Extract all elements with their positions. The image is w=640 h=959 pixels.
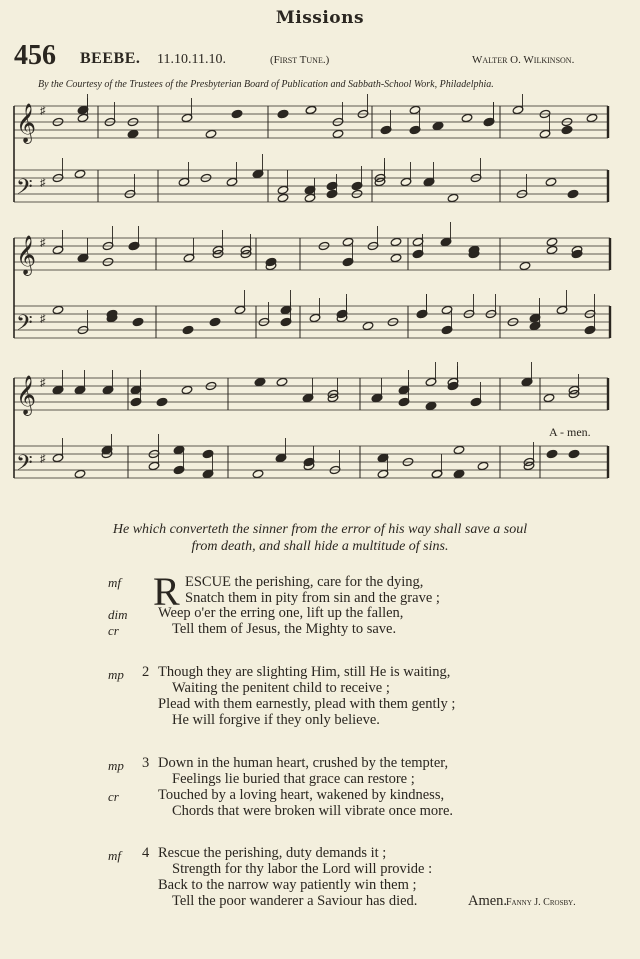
notehead bbox=[423, 177, 435, 186]
notehead bbox=[234, 305, 246, 314]
bass-clef: 𝄢 bbox=[16, 451, 33, 481]
notehead bbox=[202, 449, 214, 458]
amen-lyric: A - men. bbox=[549, 425, 591, 439]
notehead bbox=[277, 109, 289, 118]
verse-line: Tell the poor wanderer a Saviour has died. bbox=[172, 893, 418, 909]
notehead bbox=[178, 177, 190, 186]
notehead bbox=[584, 325, 596, 334]
notehead bbox=[586, 113, 598, 122]
verse-number: 3 bbox=[142, 755, 150, 771]
dynamic-mark: mp bbox=[108, 758, 124, 773]
notehead bbox=[102, 385, 114, 394]
notehead bbox=[342, 257, 354, 266]
notehead bbox=[74, 469, 86, 478]
notehead bbox=[336, 309, 348, 318]
notehead bbox=[440, 237, 452, 246]
notehead bbox=[205, 129, 217, 138]
notehead bbox=[173, 445, 185, 454]
notehead bbox=[252, 469, 264, 478]
notehead bbox=[309, 313, 321, 322]
dynamic-mark: cr bbox=[108, 623, 119, 638]
notehead bbox=[183, 253, 195, 262]
notehead bbox=[305, 105, 317, 114]
notehead bbox=[529, 313, 541, 322]
notehead bbox=[181, 113, 193, 122]
notehead bbox=[539, 129, 551, 138]
notehead bbox=[304, 185, 316, 194]
notehead bbox=[254, 377, 266, 386]
verse-line: Strength for thy labor the Lord will provide : bbox=[172, 861, 433, 877]
notehead bbox=[371, 393, 383, 402]
dynamic-mark: mf bbox=[108, 575, 121, 590]
notehead bbox=[132, 317, 144, 326]
notehead bbox=[52, 245, 64, 254]
notehead bbox=[425, 377, 437, 386]
notehead bbox=[400, 177, 412, 186]
notehead bbox=[231, 109, 243, 118]
composer: Walter O. Wilkinson. bbox=[472, 54, 575, 66]
notehead bbox=[181, 385, 193, 394]
scripture-line-2: from death, and shall hide a multitude of sins. bbox=[191, 539, 449, 554]
notehead bbox=[209, 317, 221, 326]
notehead bbox=[380, 125, 392, 134]
notehead bbox=[377, 453, 389, 462]
verse-line: Plead with them earnestly, plead with them gently ; bbox=[158, 696, 456, 712]
notehead bbox=[148, 461, 160, 470]
notehead bbox=[521, 377, 533, 386]
notehead bbox=[202, 469, 214, 478]
notehead bbox=[398, 397, 410, 406]
notehead bbox=[470, 397, 482, 406]
treble-clef: 𝄞 bbox=[16, 375, 37, 415]
notehead bbox=[543, 393, 555, 402]
courtesy-line: By the Courtesy of the Trustees of the Presbyterian Board of Publication and Sabbath-School Work, Philadelphia. bbox=[38, 79, 494, 90]
verse-line bbox=[185, 574, 423, 591]
notehead bbox=[416, 309, 428, 318]
notehead bbox=[561, 125, 573, 134]
notehead bbox=[453, 469, 465, 478]
verse-number: 2 bbox=[142, 664, 150, 680]
sharp-sign: ♯ bbox=[40, 453, 46, 465]
verse-line: Tell them of Jesus, the Mighty to save. bbox=[172, 621, 397, 637]
verse-number: 4 bbox=[142, 845, 150, 861]
notehead bbox=[52, 305, 64, 314]
music-score bbox=[0, 94, 640, 494]
notehead bbox=[412, 237, 424, 246]
notehead bbox=[303, 457, 315, 466]
notehead bbox=[441, 325, 453, 334]
notehead bbox=[425, 401, 437, 410]
notehead bbox=[432, 121, 444, 130]
treble-clef: 𝄞 bbox=[16, 235, 37, 275]
notehead bbox=[304, 193, 316, 202]
notehead bbox=[441, 305, 453, 314]
verse-line: Touched by a loving heart, wakened by kindness, bbox=[158, 787, 445, 803]
notehead bbox=[545, 177, 557, 186]
notehead bbox=[74, 169, 86, 178]
notehead bbox=[477, 461, 489, 470]
notehead bbox=[77, 105, 89, 114]
tune-note: (First Tune.) bbox=[270, 54, 330, 66]
verse-line: Though they are slighting Him, still He is waiting, bbox=[158, 664, 451, 680]
notehead bbox=[326, 181, 338, 190]
hymn-number: 456 bbox=[14, 40, 56, 71]
notehead bbox=[173, 465, 185, 474]
meter: 11.10.11.10. bbox=[157, 52, 226, 67]
notehead bbox=[326, 189, 338, 198]
notehead bbox=[390, 237, 402, 246]
notehead bbox=[280, 305, 292, 314]
notehead bbox=[362, 321, 374, 330]
notehead bbox=[226, 177, 238, 186]
dynamic-mark: mf bbox=[108, 848, 121, 863]
author: Fanny J. Crosby. bbox=[506, 897, 576, 908]
dynamic-mark: mp bbox=[108, 667, 124, 682]
notehead bbox=[252, 169, 264, 178]
notehead bbox=[556, 305, 568, 314]
notehead bbox=[130, 397, 142, 406]
tune-name: BEEBE. bbox=[80, 50, 141, 67]
notehead bbox=[127, 129, 139, 138]
notehead bbox=[447, 193, 459, 202]
verse-line: Rescue the perishing, duty demands it ; bbox=[158, 845, 387, 861]
notehead bbox=[519, 261, 531, 270]
verse-line: Weep o'er the erring one, lift up the fallen, bbox=[158, 605, 404, 621]
notehead bbox=[276, 377, 288, 386]
notehead bbox=[77, 253, 89, 262]
sharp-sign: ♯ bbox=[40, 177, 46, 189]
verse-line: Feelings lie buried that grace can restore ; bbox=[172, 771, 415, 787]
notehead bbox=[351, 181, 363, 190]
bass-clef: 𝄢 bbox=[16, 175, 33, 205]
drop-cap: R bbox=[153, 569, 180, 614]
notehead bbox=[431, 469, 443, 478]
verse-line: Waiting the penitent child to receive ; bbox=[172, 680, 390, 696]
notehead bbox=[302, 393, 314, 402]
treble-clef: 𝄞 bbox=[16, 103, 37, 143]
notehead bbox=[52, 453, 64, 462]
notehead bbox=[74, 385, 86, 394]
notehead bbox=[409, 125, 421, 134]
notehead bbox=[546, 245, 558, 254]
notehead bbox=[461, 113, 473, 122]
amen-text: Amen. bbox=[468, 893, 508, 909]
notehead bbox=[130, 385, 142, 394]
sharp-sign: ♯ bbox=[40, 237, 46, 249]
notehead bbox=[77, 113, 89, 122]
bass-clef: 𝄢 bbox=[16, 311, 33, 341]
notehead bbox=[390, 253, 402, 262]
notehead bbox=[412, 249, 424, 258]
notehead bbox=[377, 469, 389, 478]
notehead bbox=[568, 449, 580, 458]
first-word-rest: ESCUE bbox=[185, 574, 231, 590]
notehead bbox=[275, 453, 287, 462]
notehead bbox=[546, 237, 558, 246]
verse-line: Back to the narrow way patiently win them ; bbox=[158, 877, 417, 893]
notehead bbox=[409, 105, 421, 114]
sharp-sign: ♯ bbox=[40, 377, 46, 389]
sharp-sign: ♯ bbox=[40, 105, 46, 117]
notehead bbox=[512, 105, 524, 114]
notehead bbox=[332, 129, 344, 138]
notehead bbox=[128, 241, 140, 250]
notehead bbox=[280, 317, 292, 326]
notehead bbox=[156, 397, 168, 406]
notehead bbox=[453, 445, 465, 454]
dynamic-mark: cr bbox=[108, 789, 119, 804]
notehead bbox=[546, 449, 558, 458]
notehead bbox=[277, 193, 289, 202]
notehead bbox=[277, 185, 289, 194]
notehead bbox=[182, 325, 194, 334]
sharp-sign: ♯ bbox=[40, 313, 46, 325]
verse-line: Snatch them in pity from sin and the grave ; bbox=[185, 590, 440, 606]
notehead bbox=[529, 321, 541, 330]
verse-line-text: the perishing, care for the dying, bbox=[234, 574, 424, 590]
notehead bbox=[342, 237, 354, 246]
verse-line: Chords that were broken will vibrate once more. bbox=[172, 803, 454, 819]
notehead bbox=[398, 385, 410, 394]
verse-line: Down in the human heart, crushed by the tempter, bbox=[158, 755, 449, 771]
notehead bbox=[567, 189, 579, 198]
dynamic-mark: dim bbox=[108, 607, 128, 622]
notehead bbox=[52, 385, 64, 394]
scripture-line-1: He which converteth the sinner from the error of his way shall save a soul bbox=[112, 522, 528, 537]
section-title: Missions bbox=[275, 8, 365, 28]
notehead bbox=[101, 445, 113, 454]
verse-line: He will forgive if they only believe. bbox=[172, 712, 380, 728]
